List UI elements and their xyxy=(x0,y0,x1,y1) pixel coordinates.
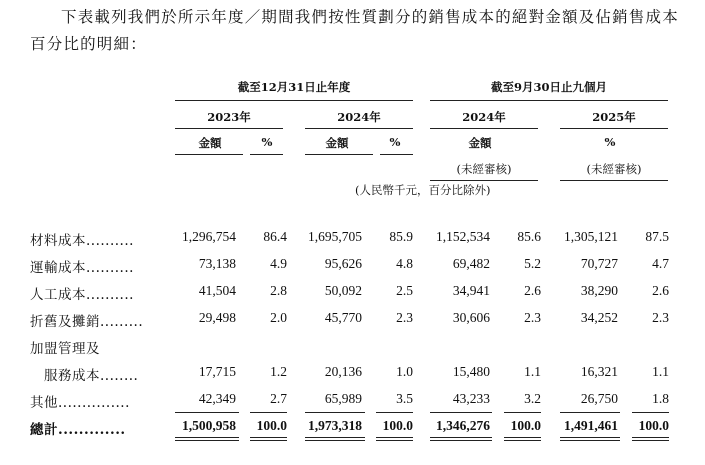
cell: 2.3 xyxy=(652,310,669,325)
cell-total: 100.0 xyxy=(382,418,413,433)
cell: 69,482 xyxy=(452,256,490,271)
unit-note: (人民幣千元，百分比除外) xyxy=(355,183,491,197)
row-label-transport: 運輸成本.......... xyxy=(30,260,134,276)
total-double-rule-b4 xyxy=(376,440,413,441)
year-header-2024: 2024年 xyxy=(337,110,381,124)
cell: 65,989 xyxy=(324,391,362,406)
cell: 1,305,121 xyxy=(564,229,618,244)
subtotal-rule-4 xyxy=(376,412,413,413)
cell: 1.2 xyxy=(270,364,287,379)
total-double-rule-b2 xyxy=(250,440,287,441)
col-header-amount-2: 金額 xyxy=(325,136,349,150)
cell-total: 1,973,318 xyxy=(308,418,362,433)
group-rule-year xyxy=(175,100,413,101)
group-header-year: 截至12月31日止年度 xyxy=(237,80,351,94)
row-label-franchise-1: 加盟管理及 xyxy=(30,341,100,357)
cell: 41,504 xyxy=(198,283,236,298)
subtotal-rule-6 xyxy=(504,412,541,413)
group-rule-nine-months xyxy=(430,100,668,101)
cell-total: 1,500,958 xyxy=(182,418,236,433)
col-header-amount-4: % xyxy=(604,135,616,149)
cell: 1,152,534 xyxy=(436,229,490,244)
cell-total: 1,491,461 xyxy=(564,418,618,433)
cell: 20,136 xyxy=(324,364,362,379)
subtotal-rule-1 xyxy=(175,412,239,413)
row-label-labor: 人工成本.......... xyxy=(30,287,134,303)
cell-total: 100.0 xyxy=(256,418,287,433)
total-double-rule-b7 xyxy=(560,440,620,441)
cell: 45,770 xyxy=(324,310,362,325)
cell: 30,606 xyxy=(452,310,490,325)
total-double-rule-b6 xyxy=(504,440,541,441)
total-double-rule-a5 xyxy=(430,437,492,438)
cell: 1.1 xyxy=(652,364,669,379)
cell: 17,715 xyxy=(198,364,236,379)
cell: 70,727 xyxy=(580,256,618,271)
cell: 73,138 xyxy=(198,256,236,271)
cell: 87.5 xyxy=(645,229,669,244)
row-label-total: 總計............. xyxy=(30,422,126,438)
cell-total: 100.0 xyxy=(638,418,669,433)
row-label-materials: 材料成本.......... xyxy=(30,233,134,249)
cell: 42,349 xyxy=(198,391,236,406)
cell: 85.6 xyxy=(517,229,541,244)
year-rule-1 xyxy=(175,128,283,129)
year-header-2025-nine: 2025年 xyxy=(592,110,636,124)
cell: 86.4 xyxy=(263,229,287,244)
unaudited-rule-2 xyxy=(560,180,668,181)
unaudited-note-2: (未經審核) xyxy=(586,162,642,176)
cell: 2.7 xyxy=(270,391,287,406)
row-label-depreciation: 折舊及攤銷......... xyxy=(30,314,144,330)
pct-rule-2 xyxy=(380,154,413,155)
total-double-rule-a3 xyxy=(305,437,365,438)
cell: 1,296,754 xyxy=(182,229,236,244)
group-header-nine-months: 截至9月30日止九個月 xyxy=(490,80,607,94)
total-double-rule-b8 xyxy=(632,440,669,441)
cell: 3.2 xyxy=(524,391,541,406)
cell: 4.7 xyxy=(652,256,669,271)
subtotal-rule-8 xyxy=(632,412,669,413)
year-rule-2 xyxy=(305,128,413,129)
amt-rule-2 xyxy=(305,154,373,155)
cell: 2.6 xyxy=(652,283,669,298)
cell: 2.0 xyxy=(270,310,287,325)
total-double-rule-a4 xyxy=(376,437,413,438)
subtotal-rule-2 xyxy=(250,412,287,413)
cell: 2.3 xyxy=(524,310,541,325)
col-header-percent-2: % xyxy=(389,135,401,149)
total-double-rule-a7 xyxy=(560,437,620,438)
cell: 50,092 xyxy=(324,283,362,298)
total-double-rule-a8 xyxy=(632,437,669,438)
total-double-rule-a6 xyxy=(504,437,541,438)
cell-total: 1,346,276 xyxy=(436,418,490,433)
cell: 2.8 xyxy=(270,283,287,298)
intro-paragraph: 下表載列我們於所示年度／期間我們按性質劃分的銷售成本的絕對金額及佔銷售成本百分比的明細： xyxy=(30,8,679,53)
cell: 34,941 xyxy=(452,283,490,298)
col-header-amount-3: 金額 xyxy=(468,136,492,150)
year-rule-4 xyxy=(560,128,668,129)
col-header-amount-1: 金額 xyxy=(198,136,222,150)
cell: 95,626 xyxy=(324,256,362,271)
cell: 85.9 xyxy=(389,229,413,244)
unaudited-rule-1 xyxy=(430,180,538,181)
cell: 34,252 xyxy=(580,310,618,325)
cell: 5.2 xyxy=(524,256,541,271)
cell: 26,750 xyxy=(580,391,618,406)
cell: 4.8 xyxy=(396,256,413,271)
unaudited-note-1: (未經審核) xyxy=(456,162,512,176)
cell: 29,498 xyxy=(198,310,236,325)
total-double-rule-b5 xyxy=(430,440,492,441)
cell: 1,695,705 xyxy=(308,229,362,244)
cell: 43,233 xyxy=(452,391,490,406)
row-label-others: 其他............... xyxy=(30,395,130,411)
cell: 1.1 xyxy=(524,364,541,379)
cell: 16,321 xyxy=(580,364,618,379)
pct-rule-1 xyxy=(250,154,283,155)
subtotal-rule-5 xyxy=(430,412,492,413)
cell: 1.0 xyxy=(396,364,413,379)
cell: 2.3 xyxy=(396,310,413,325)
cell: 3.5 xyxy=(396,391,413,406)
total-double-rule-a2 xyxy=(250,437,287,438)
col-header-percent-1: % xyxy=(261,135,273,149)
subtotal-rule-7 xyxy=(560,412,620,413)
cell: 15,480 xyxy=(452,364,490,379)
cell-total: 100.0 xyxy=(510,418,541,433)
subtotal-rule-3 xyxy=(305,412,365,413)
cell: 2.5 xyxy=(396,283,413,298)
amt-rule-1 xyxy=(175,154,243,155)
row-label-franchise-2: 服務成本........ xyxy=(44,368,139,384)
total-double-rule-b1 xyxy=(175,440,239,441)
total-double-rule-a1 xyxy=(175,437,239,438)
year-rule-3 xyxy=(430,128,538,129)
cell: 1.8 xyxy=(652,391,669,406)
year-header-2023: 2023年 xyxy=(207,110,251,124)
cell: 2.6 xyxy=(524,283,541,298)
cell: 38,290 xyxy=(580,283,618,298)
total-double-rule-b3 xyxy=(305,440,365,441)
year-header-2024-nine: 2024年 xyxy=(462,110,506,124)
cell: 4.9 xyxy=(270,256,287,271)
